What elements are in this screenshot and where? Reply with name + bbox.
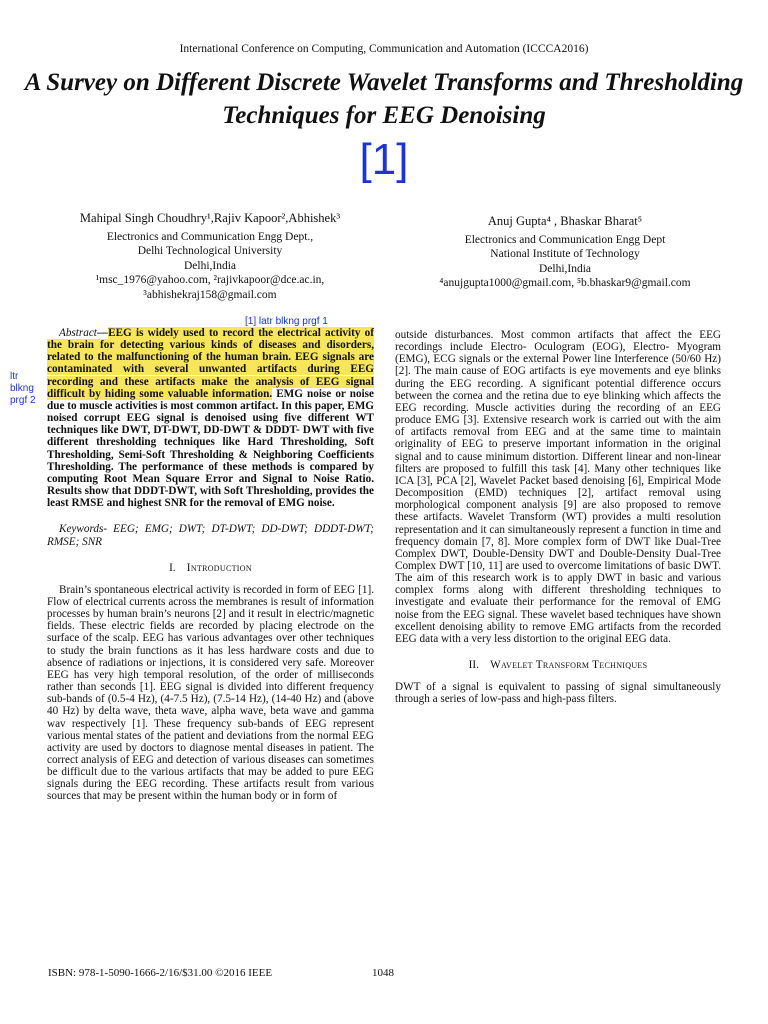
footer-isbn: ISBN: 978-1-5090-1666-2/16/$31.00 ©2016 IEEE (48, 967, 273, 979)
section-1-body: Brain’s spontaneous electrical activity is recorded in form of EEG [1]. Flow of electrical currents across the membranes is result of information processes by human brain’s neurons [2] and it result in electric/magnetic fields. These electric fields are recorded by placing electrode on the surface of the scalp. EEG has various advantages over other techniques to study the brain functions as it has less hardware costs and due to absence of radiations or injections, it is considered very safe. Moreover EEG has very high temporal resolution, of the order of milliseconds rather than seconds [1]. EEG signal is divided into different frequency sub-bands of (0.5-4 Hz), (4-7.5 Hz), (7.5-14 Hz), (14-40 Hz) and (above 40 Hz) by delta wave, theta wave, alpha wave, beta wave and gamma wav respectively [1]. These frequency sub-bands of EEG represent various mental states of the patient and deviations from the normal EEG activity are used by doctors to diagnose mental diseases in patient. The correct analysis of EEG and detection of various diseases can sometimes be difficult due to the various artifacts that may be added to pure EEG signals during the EEG recording. These artifacts result from various sources that may be present within the human body or in form of (47, 583, 374, 803)
abstract (47, 327, 374, 509)
section-2-body: DWT of a signal is equivalent to passing of signal simultaneously through a series of low-pass and high-pass filters. (395, 681, 721, 706)
authors-left-institution: Delhi Technological University (137, 245, 283, 257)
authors-right-names: Anuj Gupta⁴ , Bhaskar Bharat⁵ (487, 214, 643, 228)
authors-left-location: Delhi,India (183, 259, 237, 272)
abstract-label: Abstract (59, 327, 97, 339)
section-2-title: Wavelet Transform Techniques (490, 659, 648, 672)
conference-header: International Conference on Computing, Communication and Automation (ICCCA2016) (179, 43, 589, 55)
authors-left-emails: ¹msc_1976@yahoo.com, ²rajivkapoor@dce.ac.in, (95, 274, 325, 286)
section-1-title: Introduction (186, 561, 252, 574)
authors-right-location: Delhi,India (538, 262, 592, 275)
authors-left (40, 211, 380, 302)
annotation-note-2[interactable]: ltr blkng prgf 2 (10, 371, 36, 406)
paper-title: A Survey on Different Discrete Wavelet Transforms and Thresholding Techniques for EEG Denoising (24, 69, 744, 129)
keywords: Keywords- EEG; EMG; DWT; DT-DWT; DD-DWT; DDDT-DWT; RMSE; SNR (47, 523, 374, 548)
authors-right-emails: ⁴anujgupta1000@gmail.com, ⁵b.bhaskar9@gmail.com (439, 277, 691, 289)
section-2-heading (395, 659, 721, 671)
authors-left-emails-2: ³abhishekraj158@gmail.com (143, 288, 277, 301)
section-2-number: II. (468, 659, 479, 672)
abstract-text: EMG noise or noise due to muscle activities is most common artifact. In this paper, EMG noised corrupt EEG signal is denoised using five different WT techniques like DWT, DT-DWT, DD-DWT & DDDT- DWT with five different thresholding techniques like Hard Thresholding, Soft Thresholding, Semi-Soft Thresholding & Neighboring Coefficients Thresholding. The performance of these methods is compared by computing Root Mean Square Error and Signal to Noise Ratio. Results show that DDDT-DWT, with Soft Thresholding, provides the least RMSE and highest SNR for the removal of EMG noise. (47, 387, 374, 510)
section-1-heading (47, 562, 374, 574)
authors-right (400, 214, 730, 291)
annotation-note-1[interactable]: [1] latr blkng prgf 1 (245, 316, 328, 327)
right-column (395, 329, 721, 706)
section-1-number: I. (169, 561, 176, 574)
authors-left-names: Mahipal Singh Choudhry¹,Rajiv Kapoor²,Abhishek³ (79, 211, 341, 225)
abstract-dash: — (96, 327, 109, 339)
reference-marker[interactable]: [1] (359, 135, 409, 184)
authors-right-dept: Electronics and Communication Engg Dept (464, 233, 666, 246)
right-column-body: outside disturbances. Most common artifacts that affect the EEG recordings include Electro- Oculogram (EOG), Electro- Myogram (EMG), ECG signals or the external Power line Interference (50/60 Hz) [2]. The main cause of EOG artifacts is eye movements and eye blinks during the EEG recording. A significant potential difference occurs between the cornea and the retina due to eye blinking which affects the EEG recording. Muscle activities during the recording of an EEG produce EMG [3]. Extensive research work is carried out with the aim of artifacts removal from EEG and at the same time to maintain originality of EEG to preserve important information in the original signal and to cause minimum distortion. Different linear and non-linear filters are proposed to fulfill this task [4]. Many other techniques like ICA [3], PCA [2], Wavelet Packet based denoising [6], Empirical Mode Decomposition (EMD) techniques [2], artifact removal using morphological component analysis [9] are also proposed to remove these artifacts. Wavelet Transform (WT) provides a multi resolution representation and it can simultaneously represent a function in time and frequency domain [7, 8]. More complex form of DWT like Dual-Tree Complex DWT, Double-Density DWT and Double-Density Dual-Tree Complex DWT [10, 11] are used to overcome limitations of basic DWT. The aim of this research work is to apply DWT in basic and various complex forms along with different thresholding techniques to investigate and evaluate their performance for the removal of EMG noise from the EEG signal. These wavelet based techniques have shown excellent denoising ability to remove EMG artifacts from the recorded EEG data with a very less distortion to the original EEG data. (395, 329, 721, 645)
authors-left-dept: Electronics and Communication Engg Dept., (106, 230, 314, 243)
footer-page-number: 1048 (372, 967, 394, 979)
abstract-highlight: EEG is widely used to record the electrical activity of the brain for detecting various kinds of diseases and disorders, related to the malfunctioning of the human brain. EEG signals are contaminated with several unwanted artifacts during EEG recording and these artifacts make the analysis of EEG signal difficult by hiding some valuable information. (47, 327, 374, 400)
left-column (47, 327, 374, 803)
authors-right-institution: National Institute of Technology (490, 248, 640, 260)
